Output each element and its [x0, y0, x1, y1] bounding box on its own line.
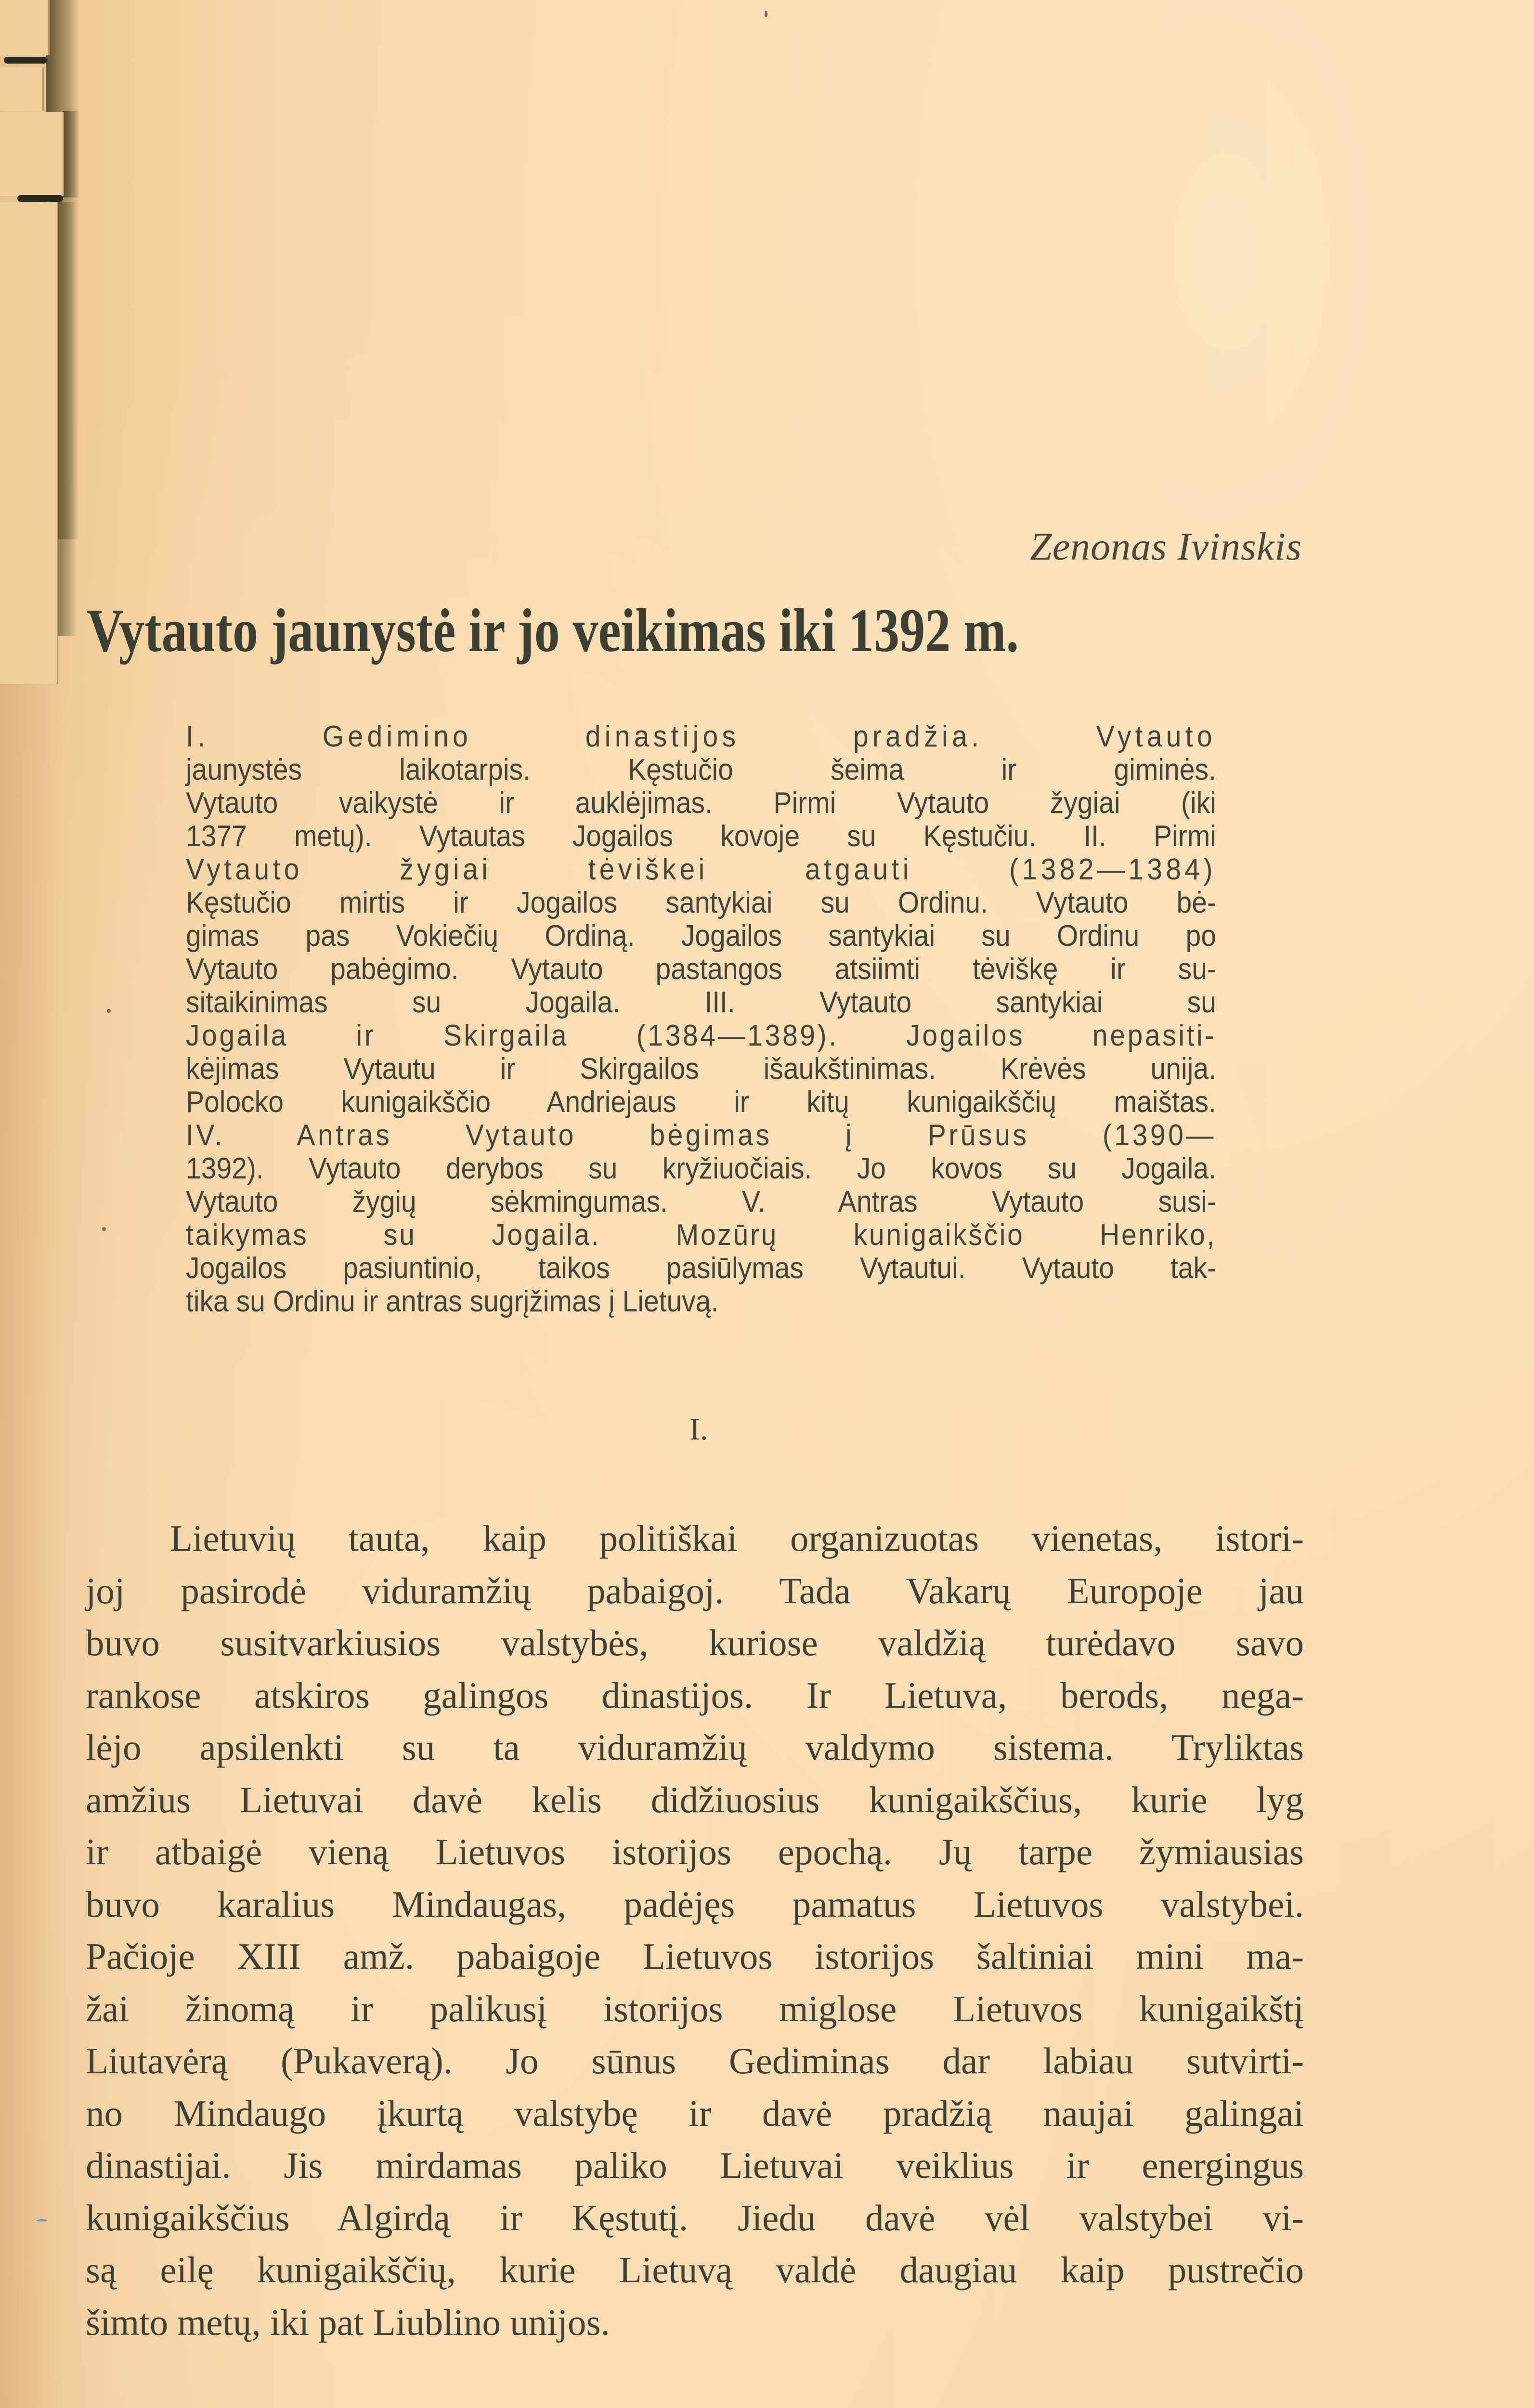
binding-thread-mark [4, 57, 47, 64]
body-line: no Mindaugo įkurtą valstybę ir davė pradžią naujai galingai [86, 2092, 1304, 2134]
body-line: lėjo apsilenkti su ta viduramžių valdymo sistema. Tryliktas [86, 1727, 1304, 1768]
body-line: kunigaikščius Algirdą ir Kęstutį. Jiedu davė vėl valstybei vi- [86, 2197, 1304, 2238]
summary-line: jaunystės laikotarpis. Kęstučio šeima ir giminės. [186, 753, 1216, 786]
summary-line: I. Gedimino dinastijos pradžia. Vytauto [186, 720, 1216, 753]
torn-paper-strip [0, 0, 50, 55]
summary-line: gimas pas Vokiečių Ordiną. Jogailos santykiai su Ordinu po [186, 919, 1216, 953]
body-line: ir atbaigė vieną Lietuvos istorijos epochą. Jų tarpe žymiausias [86, 1831, 1304, 1872]
body-line: Lietuvių tauta, kaip politiškai organizuotas vienetas, istori- [170, 1518, 1304, 1559]
body-paragraph [86, 1512, 1304, 2348]
paper-speck [102, 1227, 106, 1231]
chapter-summary [186, 720, 1216, 1318]
body-line: šimto metų, iki pat Liublino unijos. [86, 2301, 610, 2343]
body-line: Pačioje XIII amž. pabaigoje Lietuvos istorijos šaltiniai mini ma- [86, 1936, 1304, 1977]
summary-line: taikymas su Jogaila. Mozūrų kunigaikščio Henriko, [186, 1218, 1216, 1252]
summary-line: sitaikinimas su Jogaila. III. Vytauto santykiai su [186, 986, 1216, 1019]
body-line: są eilę kunigaikščių, kurie Lietuvą valdė daugiau kaip pustrečio [86, 2249, 1304, 2290]
body-line: buvo susitvarkiusios valstybės, kuriose valdžią turėdavo savo [86, 1622, 1304, 1663]
summary-line: Vytauto žygiai tėviškei atgauti (1382—1384) [186, 853, 1216, 886]
summary-line: Vytauto žygių sėkmingumas. V. Antras Vytauto susi- [186, 1185, 1216, 1218]
summary-line: kėjimas Vytautu ir Skirgailos išaukštinimas. Krėvės unija. [186, 1052, 1216, 1086]
paper-speck [765, 11, 767, 17]
body-line: joj pasirodė viduramžių pabaigoj. Tada Vakarų Europoje jau [86, 1570, 1304, 1611]
summary-line: 1377 metų). Vytautas Jogailos kovoje su Kęstučiu. II. Pirmi [186, 820, 1216, 853]
torn-paper-strip [0, 202, 58, 684]
summary-line: Jogaila ir Skirgaila (1384—1389). Jogailos nepasiti- [186, 1019, 1216, 1052]
summary-line: Polocko kunigaikščio Andriejaus ir kitų kunigaikščių maištas. [186, 1086, 1216, 1119]
summary-line: tika su Ordinu ir antras sugrįžimas į Lietuvą. [186, 1285, 719, 1318]
author-name: Zenonas Ivinskis [1030, 524, 1302, 568]
body-line: Liutavėrą (Pukaverą). Jo sūnus Gediminas dar labiau sutvirti- [86, 2040, 1304, 2081]
summary-line: Vytauto pabėgimo. Vytauto pastangos atsiimti tėviškę ir su- [186, 953, 1216, 986]
summary-line: IV. Antras Vytauto bėgimas į Prūsus (1390— [186, 1119, 1216, 1152]
body-line: amžius Lietuvai davė kelis didžiuosius kunigaikščius, kurie lyg [86, 1779, 1304, 1820]
paper-speck [107, 1009, 111, 1013]
summary-line: Vytauto vaikystė ir auklėjimas. Pirmi Vytauto žygiai (iki [186, 786, 1216, 820]
summary-line: Kęstučio mirtis ir Jogailos santykiai su Ordinu. Vytauto bė- [186, 886, 1216, 919]
paper-speck [37, 2219, 47, 2222]
article-title: Vytauto jaunystė ir jo veikimas iki 1392 m. [87, 596, 1019, 665]
body-line: rankose atskiros galingos dinastijos. Ir Lietuva, berods, nega- [86, 1674, 1304, 1716]
torn-paper-strip [0, 112, 64, 196]
section-number: I. [689, 1412, 708, 1447]
body-line: žai žinomą ir palikusį istorijos miglose Lietuvos kunigaikštį [86, 1988, 1304, 2029]
body-line: buvo karalius Mindaugas, padėjęs pamatus Lietuvos valstybei. [86, 1883, 1304, 1925]
summary-line: 1392). Vytauto derybos su kryžiuočiais. Jo kovos su Jogaila. [186, 1152, 1216, 1185]
binding-thread-mark [17, 195, 63, 202]
torn-paper-strip [0, 67, 44, 111]
page-edge-tint [0, 684, 63, 2408]
torn-binding-edge [0, 0, 96, 2408]
summary-line: Jogailos pasiuntinio, taikos pasiūlymas Vytautui. Vytauto tak- [186, 1252, 1216, 1285]
binding-shadow [63, 111, 79, 197]
body-line: dinastijai. Jis mirdamas paliko Lietuvai veiklius ir energingus [86, 2145, 1304, 2186]
